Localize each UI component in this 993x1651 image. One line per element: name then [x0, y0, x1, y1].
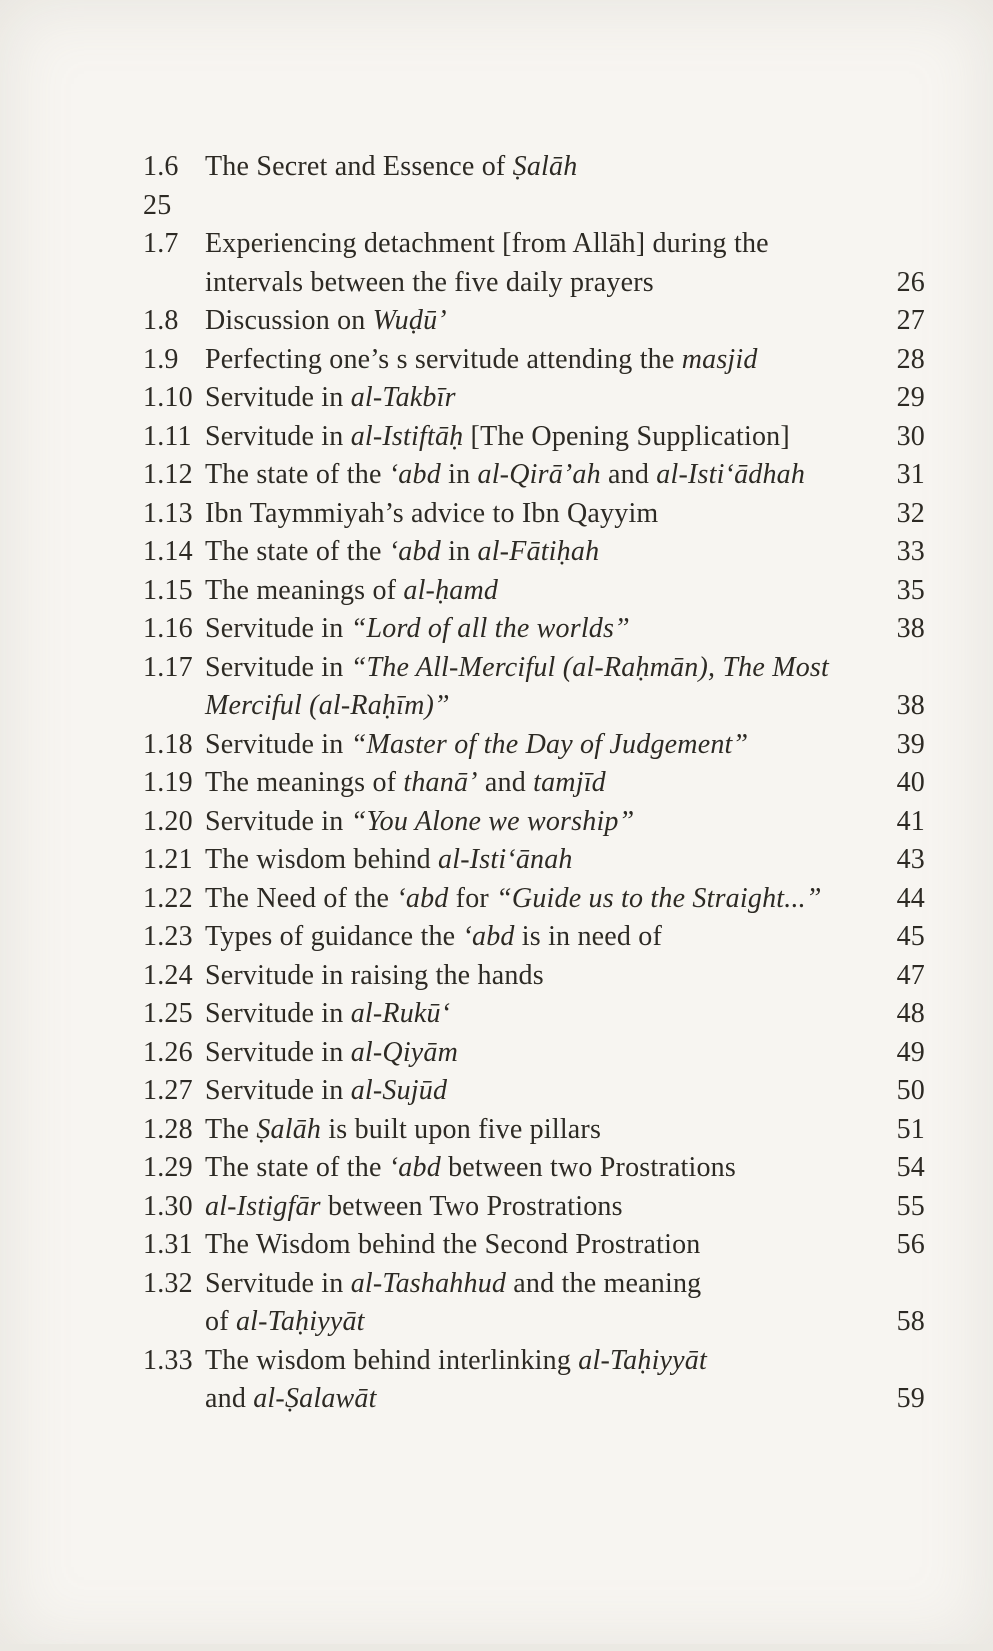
toc-entry-title: [205, 533, 925, 572]
toc-entry-number: 1.25: [143, 998, 193, 1029]
title-text: between Two Prostrations: [320, 1190, 623, 1222]
toc-entry-number: 1.23: [143, 921, 193, 952]
toc-entry-title: [205, 495, 925, 534]
toc-entry-title: [205, 880, 925, 919]
toc-entry-number: 1.7: [143, 228, 179, 259]
toc-entry-page: 30: [896, 420, 925, 452]
arabic-term: Ṣalāh: [256, 1113, 322, 1145]
toc-row: [143, 418, 925, 457]
toc-entry-title: [205, 264, 925, 303]
toc-entry-title: [205, 225, 925, 264]
toc-entry-title: [205, 1034, 925, 1073]
title-text: The wisdom behind: [205, 844, 439, 875]
toc-entry-page: 31: [896, 459, 925, 490]
toc-entry-title: [205, 1342, 925, 1381]
arabic-term: al-Qirā’ah: [477, 459, 601, 490]
toc-entry-number: 1.16: [143, 613, 193, 644]
toc-entry-page: 44: [896, 882, 925, 914]
arabic-term: tamjīd: [533, 767, 606, 798]
toc-entry-title: [205, 302, 925, 341]
toc-row: [143, 841, 925, 880]
title-text: and: [205, 1383, 254, 1414]
arabic-term: al-Sujūd: [350, 1075, 448, 1106]
arabic-term: Ṣalāh: [512, 151, 578, 182]
arabic-term: “The All-Merciful (al-Raḥmān), The Most: [350, 651, 830, 683]
toc-entry-title: [205, 726, 925, 765]
toc-entry-title: [205, 649, 925, 688]
toc-entry-title: [205, 1149, 925, 1188]
toc-row: [143, 1226, 925, 1265]
toc-entry-page: 40: [896, 767, 925, 798]
title-text: Servitude in: [205, 1036, 351, 1068]
arabic-term: al-Fātiḥah: [477, 536, 600, 567]
title-text: The meanings of: [205, 767, 404, 798]
toc-row: [143, 302, 925, 341]
toc-row: [143, 995, 925, 1034]
title-text: Experiencing detachment [from Allāh] during the: [205, 228, 769, 259]
arabic-term: al-Taḥiyyāt: [235, 1306, 365, 1337]
toc-entry-page: 55: [896, 1190, 925, 1222]
toc-entry-page: 29: [896, 382, 925, 413]
title-text: Types of guidance the: [205, 921, 463, 952]
title-text: in: [440, 459, 478, 490]
toc-entry-page: 43: [896, 844, 925, 875]
title-text: of: [205, 1306, 236, 1337]
toc-entry-number: 1.29: [143, 1152, 193, 1183]
toc-entry-number: 1.15: [143, 574, 193, 606]
toc-entry-title: [205, 764, 925, 803]
toc-row: [143, 1111, 925, 1150]
title-text: Servitude in: [205, 805, 351, 837]
toc-entry-title: [205, 1226, 925, 1265]
arabic-term: “You Alone we worship”: [350, 805, 635, 837]
arabic-term: al-Isti‘ādhah: [656, 459, 806, 490]
toc-entry-page: 32: [896, 497, 925, 529]
toc-entry-page: 58: [896, 1306, 925, 1337]
toc-row-continuation: [143, 264, 925, 303]
title-text: between two Prostrations: [440, 1152, 736, 1183]
toc-entry-number: [143, 1380, 205, 1419]
title-text: and: [477, 767, 534, 798]
toc-row: [143, 456, 925, 495]
toc-entry-page: 38: [896, 613, 925, 644]
toc-entry-page: 41: [896, 805, 925, 837]
toc-row: [143, 726, 925, 765]
title-text: The state of the: [205, 1152, 389, 1183]
toc-entry-number: 1.24: [143, 959, 193, 991]
toc-list: [143, 148, 925, 1419]
title-text: Servitude in: [205, 613, 351, 644]
toc-entry-number: 1.26: [143, 1036, 193, 1068]
title-text: is in need of: [514, 921, 663, 952]
toc-entry-title: [205, 1380, 925, 1419]
scan-edge: [0, 1644, 993, 1651]
toc-entry-number: 1.30: [143, 1190, 193, 1222]
toc-entry-number: 1.14: [143, 536, 193, 567]
toc-entry-title: [205, 995, 925, 1034]
toc-row: [143, 533, 925, 572]
toc-row: [143, 148, 925, 187]
arabic-term: Wuḍū’: [372, 305, 447, 336]
arabic-term: ‘abd: [388, 536, 441, 567]
toc-entry-number: 1.27: [143, 1075, 193, 1106]
toc-row: [143, 1265, 925, 1304]
toc-entry-page: 54: [896, 1152, 925, 1183]
toc-row: [143, 610, 925, 649]
toc-entry-number: [143, 687, 205, 726]
title-text: Ibn Taymmiyah’s advice to Ibn Qayyim: [205, 497, 659, 529]
toc-entry-page: 39: [896, 728, 925, 760]
toc-entry-title: [205, 687, 925, 726]
title-text: Servitude in: [205, 382, 351, 413]
toc-entry-title: [205, 1072, 925, 1111]
title-text: The meanings of: [205, 574, 404, 606]
toc-row-continuation: [143, 687, 925, 726]
toc-entry-number: 25: [143, 189, 172, 221]
arabic-term: al-Isti‘ānah: [438, 844, 573, 875]
toc-entry-title: [205, 341, 925, 380]
toc-entry-page: 56: [896, 1229, 925, 1260]
toc-entry-number: 1.31: [143, 1229, 193, 1260]
arabic-term: al-ḥamd: [403, 574, 499, 606]
toc-entry-page: 47: [896, 959, 925, 991]
toc-row: [143, 880, 925, 919]
toc-row: [143, 379, 925, 418]
toc-row: [143, 1342, 925, 1381]
arabic-term: “Guide us to the Straight...”: [496, 882, 822, 914]
title-text: The state of the: [205, 459, 389, 490]
toc-row: [143, 495, 925, 534]
toc-row: [143, 918, 925, 957]
title-text: Servitude in: [205, 998, 351, 1029]
toc-entry-title: [205, 418, 925, 457]
arabic-term: al-Qiyām: [350, 1036, 459, 1068]
toc-row-continuation: [143, 1380, 925, 1419]
title-text: The wisdom behind interlinking: [205, 1344, 579, 1376]
arabic-term: al-Rukū‘: [350, 998, 451, 1029]
toc-entry-title: [205, 918, 925, 957]
toc-entry-number: 1.18: [143, 728, 193, 760]
toc-entry-title: [205, 572, 925, 611]
toc-entry-page: 28: [896, 343, 925, 375]
toc-row: [143, 572, 925, 611]
toc-row: [143, 764, 925, 803]
toc-entry-title: [205, 456, 925, 495]
toc-entry-title: [205, 187, 925, 226]
toc-entry-title: [205, 1188, 925, 1227]
arabic-term: al-Taḥiyyāt: [578, 1344, 707, 1376]
toc-row: [143, 1034, 925, 1073]
toc-entry-title: [205, 148, 925, 187]
toc-entry-page: 49: [896, 1036, 925, 1068]
arabic-term: ‘abd: [388, 1152, 441, 1183]
toc-row: [143, 803, 925, 842]
toc-entry-title: [205, 610, 925, 649]
title-text: Servitude in: [205, 728, 351, 760]
arabic-term: ‘abd: [462, 921, 515, 952]
toc-entry-page: 33: [896, 536, 925, 567]
arabic-term: al-Ṣalawāt: [253, 1383, 377, 1414]
toc-row: [143, 341, 925, 380]
toc-entry-number: 1.33: [143, 1344, 193, 1376]
toc-entry-page: 27: [896, 305, 925, 336]
arabic-term: al-Takbīr: [350, 382, 456, 413]
title-text: Servitude in: [205, 1267, 351, 1299]
title-text: The Need of the: [205, 882, 397, 914]
toc-entry-title: [205, 1265, 925, 1304]
title-text: is built upon five pillars: [321, 1113, 602, 1145]
toc-row: [143, 957, 925, 996]
arabic-term: masjid: [681, 343, 758, 375]
toc-entry-number: 1.13: [143, 497, 193, 529]
arabic-term: al-Tashahhud: [350, 1267, 507, 1299]
toc-entry-title: [205, 1111, 925, 1150]
title-text: The Wisdom behind the Second Prostration: [205, 1229, 701, 1260]
toc-row: [143, 1072, 925, 1111]
title-text: intervals between the five daily prayers: [205, 266, 654, 298]
toc-entry-page: 45: [896, 921, 925, 952]
arabic-term: “Master of the Day of Judgement”: [350, 728, 749, 760]
toc-entry-number: 1.32: [143, 1267, 193, 1299]
toc-entry-number: 1.28: [143, 1113, 193, 1145]
title-text: The state of the: [205, 536, 389, 567]
toc-row-continuation: [143, 1303, 925, 1342]
title-text: Perfecting one’s s servitude attending the: [205, 343, 682, 375]
toc-entry-number: 1.20: [143, 805, 193, 837]
toc-entry-title: [205, 957, 925, 996]
toc-entry-page: 50: [896, 1075, 925, 1106]
arabic-term: “Lord of all the worlds”: [350, 613, 630, 644]
title-text: in: [440, 536, 478, 567]
toc-row: [143, 649, 925, 688]
toc-row: [143, 225, 925, 264]
toc-entry-page: 26: [896, 266, 925, 298]
toc-entry-page: 59: [896, 1383, 925, 1414]
toc-entry-number: 1.9: [143, 343, 179, 375]
title-text: for: [448, 882, 497, 914]
toc-entry-title: [205, 379, 925, 418]
arabic-term: al-Istigfār: [205, 1190, 321, 1222]
title-text: and: [600, 459, 657, 490]
title-text: Servitude in raising the hands: [205, 959, 544, 991]
toc-entry-number: [143, 1303, 205, 1342]
toc-entry-page: 38: [896, 690, 925, 721]
title-text: and the meaning: [506, 1267, 702, 1299]
arabic-term: ‘abd: [388, 459, 441, 490]
toc-entry-number: [143, 264, 205, 303]
title-text: Servitude in: [205, 1075, 351, 1106]
toc-entry-number: 1.22: [143, 882, 193, 914]
toc-entry-page: 48: [896, 998, 925, 1029]
toc-entry-number: 1.19: [143, 767, 193, 798]
toc-entry-number: 1.8: [143, 305, 179, 336]
title-text: The Secret and Essence of: [205, 151, 513, 182]
toc-entry-number: 1.10: [143, 382, 193, 413]
toc-row: [143, 187, 925, 226]
toc-entry-number: 1.6: [143, 151, 179, 182]
arabic-term: ‘abd: [396, 882, 449, 914]
arabic-term: thanā’: [403, 767, 478, 798]
toc-entry-title: [205, 841, 925, 880]
arabic-term: al-Istiftāḥ: [350, 420, 464, 452]
toc-entry-title: [205, 1303, 925, 1342]
title-text: Discussion on: [205, 305, 373, 336]
title-text: Servitude in: [205, 420, 351, 452]
title-text: [The Opening Supplication]: [463, 420, 790, 452]
arabic-term: Merciful (al-Raḥīm)”: [205, 690, 450, 721]
toc-entry-number: 1.12: [143, 459, 193, 490]
toc-entry-number: 1.11: [143, 420, 192, 452]
toc-entry-number: 1.21: [143, 844, 193, 875]
toc-row: [143, 1188, 925, 1227]
title-text: Servitude in: [205, 651, 351, 683]
toc-entry-page: 51: [896, 1113, 925, 1145]
toc-row: [143, 1149, 925, 1188]
toc-entry-page: 35: [896, 574, 925, 606]
title-text: The: [205, 1113, 257, 1145]
toc-entry-title: [205, 803, 925, 842]
toc-entry-number: 1.17: [143, 651, 193, 683]
